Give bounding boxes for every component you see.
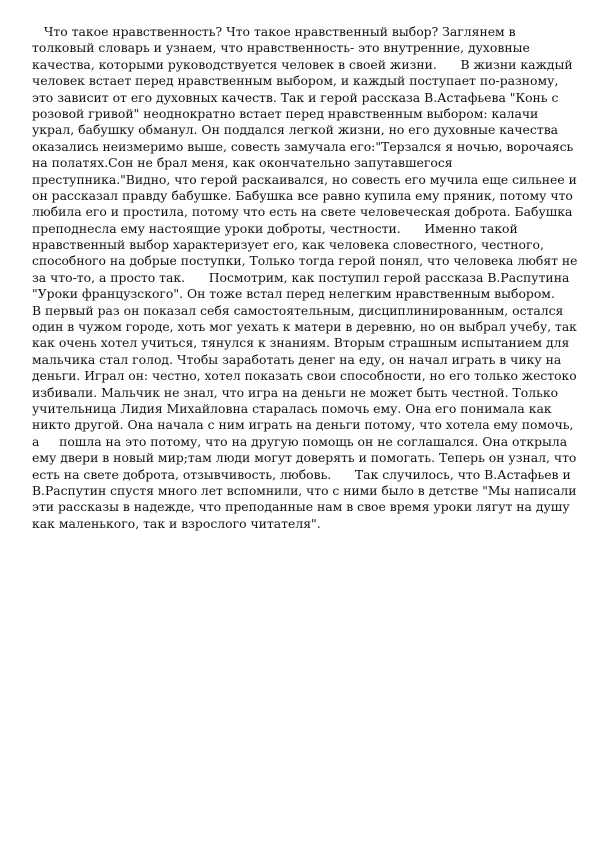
text-line: никто другой. Она начала с ним играть на деньги потому, что хотела ему помочь,	[32, 417, 574, 433]
text-line: один в чужом городе, хоть мог уехать к матери в деревню, но он выбрал учебу, так	[32, 319, 577, 335]
text-line: преступника."Видно, что герой раскаивался, но совесть его мучила еще сильнее и	[32, 171, 577, 187]
text-line: нравственный выбор характеризует его, как человека словестного, честного,	[32, 237, 544, 253]
text-line: а пошла на это потому, что на другую помощь он не соглашался. Она открыла	[32, 433, 568, 449]
text-line: на полатях.Сон не брал меня, как окончательно запутавшегося	[32, 155, 453, 171]
text-line: В первый раз он показал себя самостоятельным, дисциплинированным, остался	[32, 302, 564, 318]
text-line: он рассказал правду бабушке. Бабушка все равно купила ему пряник, потому что	[32, 187, 573, 203]
text-line: есть на свете доброта, отзывчивость, любовь. Так случилось, что В.Астафьев и	[32, 466, 571, 482]
text-line: украл, бабушку обманул. Он поддался легкой жизни, но его духовные качества	[32, 122, 559, 138]
text-line: как маленького, так и взрослого читателя".	[32, 515, 321, 531]
text-line: эти рассказы в надежде, что преподанные нам в свое время уроки лягут на душу	[32, 499, 570, 515]
text-line: ему двери в новый мир;там люди могут доверять и помогать. Теперь он узнал, что	[32, 450, 577, 466]
text-line: человек встает перед нравственным выбором, и каждый поступает по-разному,	[32, 73, 559, 89]
text-line: розовой гривой" неоднократно встает перед нравственным выбором: калачи	[32, 105, 539, 121]
text-line: Что такое нравственность? Что такое нравственный выбор? Заглянем в	[32, 24, 516, 39]
text-line: преподнесла ему настоящие уроки доброты, честности. Именно такой	[32, 220, 518, 236]
essay-text	[32, 24, 577, 532]
text-line: толковый словарь и узнаем, что нравственность- это внутренние, духовные	[32, 40, 530, 56]
text-line: мальчика стал голод. Чтобы заработать денег на еду, он начал играть в чику на	[32, 351, 562, 367]
text-line: В.Распутин спустя много лет вспомнили, что с ними было в детстве "Мы написали	[32, 482, 577, 498]
text-line: "Уроки французского". Он тоже встал перед нелегким нравственным выбором.	[32, 286, 555, 302]
text-line: любила его и простила, потому что есть на свете человеческая доброта. Бабушка	[32, 204, 573, 220]
text-line: способного на добрые поступки, Только тогда герой понял, что человека любят не	[32, 253, 578, 269]
text-line: за что-то, а просто так. Посмотрим, как поступил герой рассказа В.Распутина	[32, 269, 570, 285]
text-line: избивали. Мальчик не знал, что игра на деньги не может быть честной. Только	[32, 384, 559, 400]
text-line: качества, которыми руководствуется человек в своей жизни. В жизни каждый	[32, 56, 573, 72]
text-line: это зависит от его духовных качеств. Так и герой рассказа В.Астафьева "Конь с	[32, 89, 559, 105]
text-line: деньги. Играл он: честно, хотел показать свои способности, но его только жестоко	[32, 368, 577, 384]
text-line: оказались неизмеримо выше, совесть замучала его:"Терзался я ночью, ворочаясь	[32, 138, 574, 154]
text-line: как очень хотел учиться, тянулся к знаниям. Вторым страшным испытанием для	[32, 335, 570, 351]
text-line: учительница Лидия Михайловна старалась помочь ему. Она его понимала как	[32, 400, 552, 416]
